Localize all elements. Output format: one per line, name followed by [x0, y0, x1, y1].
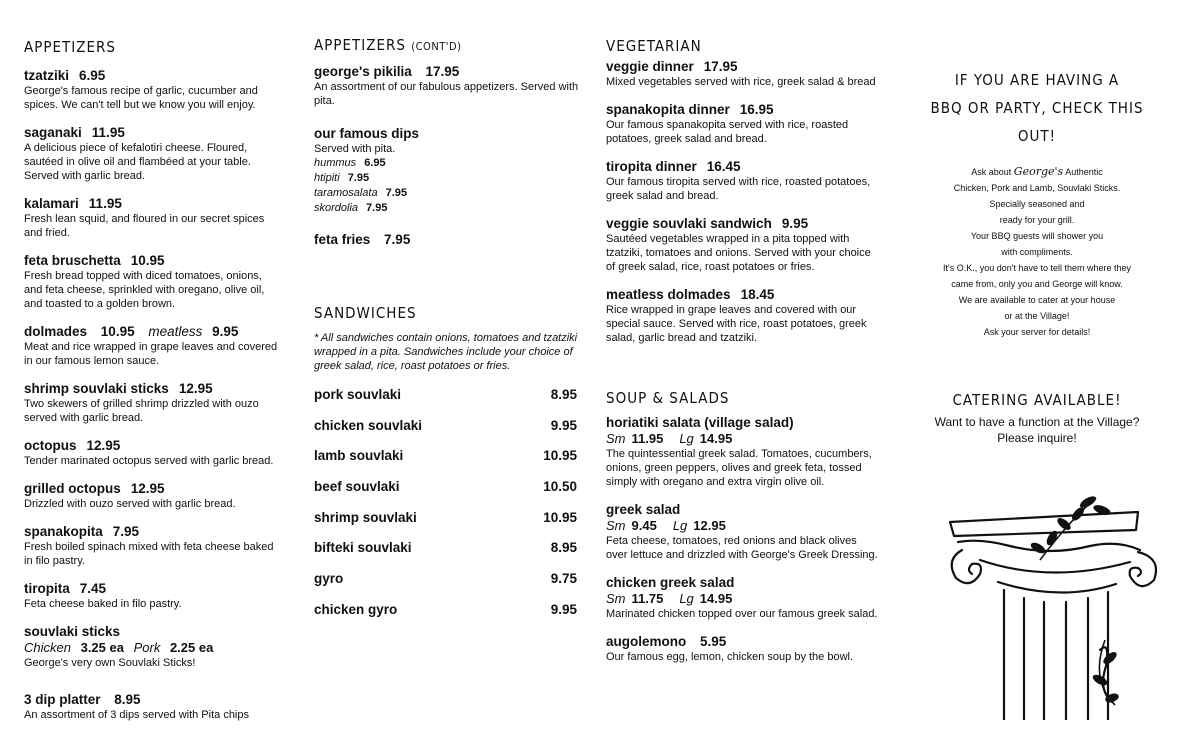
item-description: Marinated chicken topped over our famous greek salad.	[606, 608, 878, 620]
size-label: Sm	[606, 518, 626, 533]
item-title	[606, 575, 881, 591]
sandwich-name: chicken souvlaki	[314, 417, 423, 433]
menu-item-dolmades	[24, 324, 279, 368]
sandwich-name: gyro	[314, 571, 344, 587]
item-name: our famous dips	[314, 126, 420, 141]
item-title	[606, 287, 881, 303]
promo-line: or at the Village!	[1004, 311, 1070, 321]
item-price: 8.95	[114, 692, 141, 707]
sandwich-row	[314, 602, 577, 633]
dip-item	[314, 201, 584, 216]
item-name: greek salad	[606, 502, 681, 517]
sandwich-name: shrimp souvlaki	[314, 509, 417, 525]
item-name: veggie dinner	[606, 59, 694, 74]
item-name: chicken greek salad	[606, 575, 735, 590]
item-title	[606, 59, 881, 75]
section-title-vegetarian: VEGETARIAN	[606, 37, 702, 55]
promo-title-line1: IF YOU ARE HAVING A	[954, 71, 1120, 89]
item-name: tiropita	[24, 581, 70, 596]
sandwich-row	[314, 479, 577, 510]
item-price: 12.95	[86, 438, 121, 453]
dip-price: 6.95	[364, 157, 386, 169]
sandwich-name: lamb souvlaki	[314, 448, 404, 464]
size-label: Sm	[606, 591, 626, 606]
dip-name: htipiti	[314, 172, 340, 184]
sandwich-row	[314, 448, 577, 479]
item-description: Drizzled with ouzo served with garlic bread.	[24, 498, 236, 510]
menu-item-souvlaki-sticks	[24, 624, 279, 670]
item-name: souvlaki sticks	[24, 624, 121, 639]
item-description: Served with pita.	[314, 143, 396, 155]
appetizers-column	[24, 38, 279, 735]
menu-item	[24, 196, 279, 240]
item-price: 7.95	[112, 524, 140, 539]
promo-line: Ask your server for details!	[983, 327, 1091, 337]
item-name: horiatiki salata (village salad)	[606, 415, 794, 430]
catering-title: CATERING AVAILABLE!	[952, 391, 1122, 409]
sandwich-price: 8.95	[550, 387, 577, 402]
menu-item	[24, 125, 279, 183]
item-title	[606, 502, 881, 518]
sandwich-row	[314, 418, 577, 449]
size-price: 11.95	[631, 431, 664, 446]
section-title-appetizers: APPETIZERS	[24, 38, 116, 56]
size-price: 14.95	[699, 591, 733, 606]
item-name: octopus	[24, 438, 77, 453]
sandwich-name: chicken gyro	[314, 601, 398, 617]
item-title	[24, 381, 279, 397]
item-name: dolmades	[24, 324, 88, 339]
menu-item	[606, 59, 881, 89]
item-price: 6.95	[79, 68, 106, 83]
dip-price: 7.95	[385, 187, 408, 199]
bbq-promo	[912, 66, 1162, 340]
menu-item	[24, 438, 279, 468]
dip-name: hummus	[314, 157, 357, 169]
item-description: George's very own Souvlaki Sticks!	[24, 657, 196, 669]
sandwich-row	[314, 510, 577, 541]
item-option-price: 2.25 ea	[169, 640, 214, 655]
size-prices	[606, 518, 881, 534]
item-title	[24, 581, 279, 597]
promo-line: It's O.K., you don't have to tell them where they	[942, 263, 1132, 273]
size-price: 9.45	[631, 518, 657, 533]
sandwich-price: 10.95	[543, 448, 577, 464]
item-name: feta bruschetta	[24, 253, 121, 268]
item-name: tzatziki	[24, 68, 70, 83]
size-prices	[606, 591, 881, 607]
size-label: Lg	[672, 518, 688, 533]
sandwich-list	[314, 387, 584, 633]
item-title	[24, 524, 279, 540]
dip-name: skordolia	[314, 202, 359, 214]
item-description: An assortment of our fabulous appetizers. Served with pita.	[314, 81, 579, 107]
appetizers-contd-column	[314, 36, 584, 261]
greek-column-illustration	[940, 490, 1170, 720]
item-price: 16.45	[706, 159, 741, 174]
menu-item	[606, 159, 881, 203]
item-description: Fresh boiled spinach mixed with feta cheese baked in filo pastry.	[24, 541, 274, 567]
item-title	[606, 415, 881, 431]
sandwich-row	[314, 387, 577, 418]
size-price: 11.75	[631, 591, 664, 606]
item-name: grilled octopus	[24, 481, 121, 496]
promo-ask-line: Ask about George's Authentic	[971, 165, 1103, 178]
item-description: Sautéed vegetables wrapped in a pita topped with tzatziki, tomatoes and onions. Served with your choice of greek salad, rice, roast potatoes or fries.	[606, 233, 871, 273]
dip-item	[314, 156, 584, 171]
menu-item	[24, 481, 279, 511]
item-price: 11.95	[91, 125, 125, 140]
sandwich-price: 9.95	[550, 417, 577, 433]
sandwich-row	[314, 540, 577, 571]
item-price: 18.45	[740, 287, 775, 302]
catering-line1: Want to have a function at the Village?	[934, 415, 1140, 429]
item-name: spanakopita dinner	[606, 102, 730, 117]
dip-list	[314, 156, 584, 216]
menu-item-3-dip-platter	[24, 692, 279, 722]
dip-name: taramosalata	[314, 187, 378, 199]
item-price: 17.95	[425, 64, 460, 79]
item-option-label: Chicken	[24, 640, 71, 655]
size-price: 14.95	[699, 431, 733, 446]
item-title	[24, 68, 279, 84]
item-title	[24, 196, 279, 212]
sandwich-name: beef souvlaki	[314, 479, 400, 495]
item-description: Meat and rice wrapped in grape leaves and covered in our famous lemon sauce.	[24, 341, 278, 367]
item-description: Two skewers of grilled shrimp drizzled with ouzo served with garlic bread.	[24, 398, 259, 424]
sandwich-price: 10.95	[543, 509, 577, 525]
menu-item-famous-dips	[314, 126, 584, 216]
promo-line: Specially seasoned and	[989, 199, 1085, 209]
item-description: Feta cheese, tomatoes, red onions and black olives over lettuce and drizzled with George's Greek Dressing.	[606, 535, 878, 561]
menu-item-pikilia	[314, 64, 584, 108]
size-label: Lg	[679, 431, 694, 446]
item-option-label: meatless	[148, 324, 203, 339]
dip-price: 7.95	[347, 172, 370, 184]
item-name: george's pikilia	[314, 64, 412, 79]
catering-line2: Please inquire!	[997, 431, 1077, 445]
item-price: 16.95	[739, 102, 774, 117]
item-description: Tender marinated octopus served with garlic bread.	[24, 455, 274, 467]
item-name: tiropita dinner	[606, 159, 697, 174]
section-title-appetizers-contd: APPETIZERS (CONT'D)	[314, 36, 462, 54]
menu-item-feta-fries	[314, 232, 584, 248]
item-title	[24, 253, 279, 269]
sandwich-name: bifteki souvlaki	[314, 540, 412, 556]
item-title	[606, 216, 881, 232]
item-name: meatless dolmades	[606, 287, 731, 302]
item-description: Our famous spanakopita served with rice, roasted potatoes, greek salad and bread.	[606, 119, 849, 145]
promo-line: Chicken, Pork and Lamb, Souvlaki Sticks.	[953, 183, 1121, 193]
item-description: Our famous egg, lemon, chicken soup by the bowl.	[606, 651, 854, 663]
item-price: 7.45	[79, 581, 107, 596]
item-description: Feta cheese baked in filo pastry.	[24, 598, 182, 610]
item-description: The quintessential greek salad. Tomatoes, cucumbers, onions, green peppers, olives and greek feta, tossed simply with oregano and extra virgin olive oil.	[606, 448, 872, 488]
item-description: Fresh bread topped with diced tomatoes, onions, and feta cheese, sprinkled with oregano, olive oil, and toasted to a golden brown.	[24, 270, 265, 310]
item-price: 9.95	[781, 216, 809, 231]
item-description: A delicious piece of kefalotiri cheese. Floured, sautéed in olive oil and flambéed at your table. Served with garlic bread.	[24, 142, 251, 182]
sandwich-note: * All sandwiches contain onions, tomatoes and tzatziki wrapped in a pita. Sandwiches include your choice of greek salad, rice, roast potatoes or fries.	[314, 332, 578, 372]
item-price: 10.95	[100, 324, 135, 339]
size-prices	[606, 431, 881, 447]
item-name: feta fries	[314, 232, 371, 247]
menu-item	[606, 287, 881, 345]
menu-item	[24, 581, 279, 611]
menu-item	[24, 253, 279, 311]
dip-item	[314, 171, 584, 186]
menu-item	[606, 216, 881, 274]
item-price: 12.95	[178, 381, 213, 396]
item-price: 17.95	[703, 59, 738, 74]
item-price: 11.95	[88, 196, 122, 211]
dip-price: 7.95	[366, 202, 388, 214]
promo-title-line2: BBQ OR PARTY, CHECK THIS OUT!	[930, 99, 1144, 145]
menu-item	[606, 502, 881, 562]
item-description: Fresh lean squid, and floured in our secret spices and fried.	[24, 213, 265, 239]
item-title	[606, 159, 881, 175]
sandwich-price: 9.95	[550, 601, 577, 617]
george-logo: George's	[1013, 165, 1064, 178]
menu-item	[24, 381, 279, 425]
item-description: An assortment of 3 dips served with Pita chips	[24, 709, 249, 721]
menu-item	[606, 415, 881, 489]
section-title-sandwiches: SANDWICHES	[314, 304, 417, 322]
sandwich-name: pork souvlaki	[314, 387, 402, 402]
item-title	[24, 438, 279, 454]
item-title	[606, 102, 881, 118]
item-name: veggie souvlaki sandwich	[606, 216, 772, 231]
promo-text	[912, 180, 1162, 340]
sandwiches-section	[314, 304, 584, 633]
item-name: shrimp souvlaki sticks	[24, 381, 169, 396]
item-description: Our famous tiropita served with rice, roasted potatoes, greek salad and bread.	[606, 176, 871, 202]
item-name: kalamari	[24, 196, 79, 211]
promo-line: with compliments.	[1001, 247, 1073, 257]
vegetarian-list	[606, 59, 881, 345]
item-option-price: 9.95	[212, 324, 239, 339]
item-description: George's famous recipe of garlic, cucumber and spices. We can't tell but we know you will enjoy.	[24, 85, 258, 111]
soup-salad-list	[606, 415, 881, 621]
item-description: Rice wrapped in grape leaves and covered with our special sauce. Served with rice, roast potatoes, greek salad, garlic bread and tzatziki.	[606, 304, 867, 344]
size-label: Sm	[606, 431, 626, 446]
section-title-soups: SOUP & SALADS	[606, 389, 730, 407]
sandwich-price: 8.95	[550, 540, 577, 556]
sandwich-price: 10.50	[543, 479, 577, 495]
size-price: 12.95	[693, 518, 726, 533]
appetizer-list	[24, 68, 279, 311]
item-price: 5.95	[700, 634, 727, 649]
dip-item	[314, 186, 584, 201]
catering-section	[912, 386, 1162, 446]
menu-item	[24, 68, 279, 112]
menu-item	[606, 575, 881, 621]
item-name: spanakopita	[24, 524, 103, 539]
item-name: 3 dip platter	[24, 692, 101, 707]
promo-line: Your BBQ guests will shower you	[970, 231, 1104, 241]
promo-line: We are available to cater at your house	[958, 295, 1116, 305]
size-label: Lg	[679, 591, 694, 606]
item-price: 12.95	[130, 481, 165, 496]
promo-line: ready for your grill.	[999, 215, 1075, 225]
item-title	[24, 481, 279, 497]
promo-line: came from, only you and George will know.	[951, 279, 1123, 289]
item-option-label: Pork	[133, 640, 161, 655]
item-price: 7.95	[384, 232, 411, 247]
item-option-price: 3.25 ea	[80, 640, 124, 655]
sandwich-row	[314, 571, 577, 602]
menu-item	[24, 524, 279, 568]
vegetarian-section	[606, 37, 881, 358]
item-price: 10.95	[130, 253, 165, 268]
appetizer-list-2	[24, 381, 279, 611]
soups-section	[606, 389, 881, 677]
menu-item-augolemono	[606, 634, 881, 664]
item-name: saganaki	[24, 125, 82, 140]
menu-item	[606, 102, 881, 146]
item-description: Mixed vegetables served with rice, greek salad & bread	[606, 76, 876, 88]
sandwich-price: 9.75	[550, 571, 577, 587]
item-title	[24, 125, 279, 141]
item-name: augolemono	[606, 634, 687, 649]
